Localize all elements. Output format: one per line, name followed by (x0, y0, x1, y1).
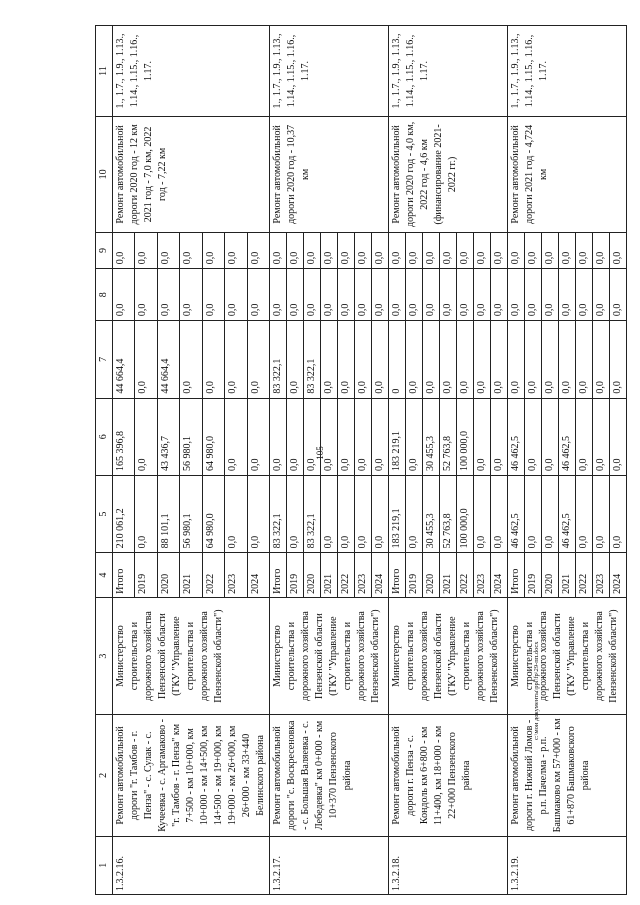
federal-funding-cell: 0,0 (247, 321, 269, 398)
total-funding-cell: 0,0 (593, 475, 610, 552)
regional-funding-cell: 100 000,0 (457, 398, 474, 475)
regional-funding-cell: 0,0 (304, 398, 321, 475)
federal-funding-cell: 0,0 (576, 321, 593, 398)
local-funding-cell: 0,0 (372, 269, 389, 321)
federal-funding-cell: 0,0 (610, 321, 627, 398)
regional-funding-cell: 0,0 (491, 398, 508, 475)
other-funding-cell: 0,0 (372, 232, 389, 268)
measure-name-cell: Ремонт автомобильной дороги г. Пенза - с. Кондоль км 6+800 - км 11+400, км 18+000 - км 22+000 Пензенского района (389, 715, 508, 836)
table-row (508, 26, 525, 895)
local-funding-cell: 0,0 (180, 269, 202, 321)
total-funding-cell: 210 061,2 (113, 475, 135, 552)
federal-funding-cell: 0,0 (508, 321, 525, 398)
year-cell: Итого (113, 553, 135, 598)
federal-funding-cell: 0,0 (406, 321, 423, 398)
other-funding-cell: 0,0 (157, 232, 179, 268)
total-funding-cell: 83 322,1 (270, 475, 287, 552)
tasks-cell: 1., 1.7., 1.9., 1.13., 1.14., 1.15., 1.16., 1.17. (113, 26, 270, 117)
federal-funding-cell: 0,0 (423, 321, 440, 398)
total-funding-cell: 0,0 (372, 475, 389, 552)
regional-funding-cell: 0,0 (321, 398, 338, 475)
year-cell: 2022 (338, 553, 355, 598)
regional-funding-cell: 0,0 (576, 398, 593, 475)
federal-funding-cell: 0,0 (355, 321, 372, 398)
total-funding-cell: 46 462,5 (559, 475, 576, 552)
other-funding-cell: 0,0 (593, 232, 610, 268)
year-cell: 2021 (559, 553, 576, 598)
other-funding-cell: 0,0 (406, 232, 423, 268)
other-funding-cell: 0,0 (423, 232, 440, 268)
regional-funding-cell: 0,0 (525, 398, 542, 475)
regional-funding-cell: 64 980,0 (202, 398, 224, 475)
total-funding-cell: 0,0 (525, 475, 542, 552)
result-cell: Ремонт автомобильной дороги 2020 год - 4,0 км, 2022 год - 4,6 км (финансирование 2021-2022 гг.) (389, 116, 508, 232)
total-funding-cell: 46 462,5 (508, 475, 525, 552)
year-cell: 2019 (525, 553, 542, 598)
row-number-cell: 1.3.2.16. (113, 836, 270, 894)
header-col-10: 10 (96, 116, 113, 232)
tasks-cell: 1., 1.7., 1.9., 1.13., 1.14., 1.15., 1.16., 1.17. (508, 26, 627, 117)
local-funding-cell: 0,0 (525, 269, 542, 321)
other-funding-cell: 0,0 (225, 232, 247, 268)
measure-name-cell: Ремонт автомобильной дороги "с. Воскресеновка - с. Большая Валяевка - с. Лебедевка" км 0+000 - км 10+370 Пензенского района (270, 715, 389, 836)
program-table (95, 25, 627, 895)
total-funding-cell: 0,0 (406, 475, 423, 552)
year-cell: 2024 (372, 553, 389, 598)
other-funding-cell: 0,0 (610, 232, 627, 268)
year-cell: 2020 (423, 553, 440, 598)
local-funding-cell: 0,0 (508, 269, 525, 321)
local-funding-cell: 0,0 (610, 269, 627, 321)
federal-funding-cell: 0,0 (440, 321, 457, 398)
year-cell: 2020 (157, 553, 179, 598)
federal-funding-cell: 0,0 (491, 321, 508, 398)
local-funding-cell: 0,0 (423, 269, 440, 321)
total-funding-cell: 56 980,1 (180, 475, 202, 552)
other-funding-cell: 0,0 (247, 232, 269, 268)
other-funding-cell: 0,0 (287, 232, 304, 268)
regional-funding-cell: 46 462,5 (559, 398, 576, 475)
regional-funding-cell: 56 980,1 (180, 398, 202, 475)
local-funding-cell: 0,0 (202, 269, 224, 321)
year-cell: 2022 (576, 553, 593, 598)
header-col-1: 1 (96, 836, 113, 894)
local-funding-cell: 0,0 (113, 269, 135, 321)
regional-funding-cell: 0,0 (338, 398, 355, 475)
executor-cell: Министерство строительства и дорожного хозяйства Пензенской области (ГКУ "Управление строительства и дорожного хозяйства Пензенской области") (113, 597, 270, 714)
federal-funding-cell: 0,0 (135, 321, 157, 398)
total-funding-cell: 0,0 (287, 475, 304, 552)
regional-funding-cell: 165 396,8 (113, 398, 135, 475)
year-cell: 2023 (355, 553, 372, 598)
federal-funding-cell: 0,0 (542, 321, 559, 398)
row-number-cell: 1.3.2.19. (508, 836, 627, 894)
other-funding-cell: 0,0 (321, 232, 338, 268)
result-cell: Ремонт автомобильной дороги 2020 год - 12 км 2021 год - 7,0 км, 2022 год - 7,22 км (113, 116, 270, 232)
year-cell: 2019 (406, 553, 423, 598)
total-funding-cell: 0,0 (225, 475, 247, 552)
local-funding-cell: 0,0 (474, 269, 491, 321)
other-funding-cell: 0,0 (304, 232, 321, 268)
federal-funding-cell: 0 (389, 321, 406, 398)
header-col-3: 3 (96, 597, 113, 714)
federal-funding-cell: 83 322,1 (304, 321, 321, 398)
other-funding-cell: 0,0 (389, 232, 406, 268)
regional-funding-cell: 0,0 (593, 398, 610, 475)
header-col-5: 5 (96, 475, 113, 552)
other-funding-cell: 0,0 (474, 232, 491, 268)
total-funding-cell: 88 101,1 (157, 475, 179, 552)
federal-funding-cell: 83 322,1 (270, 321, 287, 398)
result-cell: Ремонт автомобильной дороги 2021 год - 4,724 км (508, 116, 627, 232)
total-funding-cell: 30 455,3 (423, 475, 440, 552)
total-funding-cell: 0,0 (542, 475, 559, 552)
table-row (113, 26, 135, 895)
regional-funding-cell: 52 763,8 (440, 398, 457, 475)
year-cell: 2021 (440, 553, 457, 598)
total-funding-cell: 52 763,8 (440, 475, 457, 552)
federal-funding-cell: 0,0 (287, 321, 304, 398)
local-funding-cell: 0,0 (406, 269, 423, 321)
federal-funding-cell: 0,0 (180, 321, 202, 398)
other-funding-cell: 0,0 (202, 232, 224, 268)
regional-funding-cell: 0,0 (355, 398, 372, 475)
federal-funding-cell: 44 664,4 (157, 321, 179, 398)
year-cell: 2021 (180, 553, 202, 598)
table-body (113, 26, 627, 895)
local-funding-cell: 0,0 (287, 269, 304, 321)
total-funding-cell: 0,0 (491, 475, 508, 552)
other-funding-cell: 0,0 (440, 232, 457, 268)
year-cell: 2019 (287, 553, 304, 598)
result-cell: Ремонт автомобильной дороги 2020 год - 10,37 км (270, 116, 389, 232)
federal-funding-cell: 0,0 (372, 321, 389, 398)
total-funding-cell: 0,0 (247, 475, 269, 552)
regional-funding-cell: 0,0 (225, 398, 247, 475)
local-funding-cell: 0,0 (135, 269, 157, 321)
year-cell: 2023 (225, 553, 247, 598)
other-funding-cell: 0,0 (355, 232, 372, 268)
local-funding-cell: 0,0 (542, 269, 559, 321)
regional-funding-cell: 0,0 (474, 398, 491, 475)
year-cell: 2020 (542, 553, 559, 598)
header-col-2: 2 (96, 715, 113, 836)
federal-funding-cell: 0,0 (457, 321, 474, 398)
regional-funding-cell: 0,0 (372, 398, 389, 475)
local-funding-cell: 0,0 (389, 269, 406, 321)
local-funding-cell: 0,0 (559, 269, 576, 321)
total-funding-cell: 64 980,0 (202, 475, 224, 552)
executor-cell: Министерство строительства и дорожного хозяйства Пензенской области (ГКУ "Управление строительства и дорожного хозяйства Пензенской области") (270, 597, 389, 714)
total-funding-cell: 0,0 (474, 475, 491, 552)
other-funding-cell: 0,0 (508, 232, 525, 268)
year-cell: 2022 (202, 553, 224, 598)
total-funding-cell: 0,0 (610, 475, 627, 552)
local-funding-cell: 0,0 (338, 269, 355, 321)
local-funding-cell: 0,0 (593, 269, 610, 321)
total-funding-cell: 0,0 (576, 475, 593, 552)
year-cell: 2024 (247, 553, 269, 598)
page-number: 105 (315, 446, 325, 460)
year-cell: 2020 (304, 553, 321, 598)
regional-funding-cell: 43 436,7 (157, 398, 179, 475)
total-funding-cell: 0,0 (338, 475, 355, 552)
rotated-table-container (95, 25, 623, 895)
other-funding-cell: 0,0 (180, 232, 202, 268)
regional-funding-cell: 0,0 (135, 398, 157, 475)
year-cell: 2024 (491, 553, 508, 598)
federal-funding-cell: 44 664,4 (113, 321, 135, 398)
other-funding-cell: 0,0 (525, 232, 542, 268)
regional-funding-cell: 183 219,1 (389, 398, 406, 475)
local-funding-cell: 0,0 (491, 269, 508, 321)
executor-cell: Министерство строительства и дорожного хозяйства Пензенской области (ГКУ "Управление строительства и дорожного хозяйства Пензенской области") (508, 597, 627, 714)
year-cell: 2022 (457, 553, 474, 598)
year-cell: 2024 (610, 553, 627, 598)
row-number-cell: 1.3.2.18. (389, 836, 508, 894)
header-col-6: 6 (96, 398, 113, 475)
footer-file-path: c:\мои документы\ppl\fp\29-пп.docx (533, 641, 540, 740)
local-funding-cell: 0,0 (270, 269, 287, 321)
federal-funding-cell: 0,0 (559, 321, 576, 398)
other-funding-cell: 0,0 (135, 232, 157, 268)
regional-funding-cell: 0,0 (270, 398, 287, 475)
federal-funding-cell: 0,0 (525, 321, 542, 398)
other-funding-cell: 0,0 (457, 232, 474, 268)
year-cell: Итого (270, 553, 287, 598)
tasks-cell: 1., 1.7., 1.9., 1.13., 1.14., 1.15., 1.16., 1.17. (389, 26, 508, 117)
measure-name-cell: Ремонт автомобильной дороги г. Нижний Ломов - р.п. Пачелма - р.п. Башмаково км 57+000 - км 61+870 Башмаковского района (508, 715, 627, 836)
local-funding-cell: 0,0 (440, 269, 457, 321)
local-funding-cell: 0,0 (355, 269, 372, 321)
regional-funding-cell: 30 455,3 (423, 398, 440, 475)
header-row (96, 26, 113, 895)
header-col-7: 7 (96, 321, 113, 398)
year-cell: 2023 (593, 553, 610, 598)
total-funding-cell: 0,0 (355, 475, 372, 552)
year-cell: Итого (508, 553, 525, 598)
federal-funding-cell: 0,0 (321, 321, 338, 398)
regional-funding-cell: 0,0 (287, 398, 304, 475)
federal-funding-cell: 0,0 (202, 321, 224, 398)
local-funding-cell: 0,0 (457, 269, 474, 321)
local-funding-cell: 0,0 (321, 269, 338, 321)
local-funding-cell: 0,0 (225, 269, 247, 321)
other-funding-cell: 0,0 (338, 232, 355, 268)
measure-name-cell: Ремонт автомобильной дороги "г. Тамбов - г. Пенза" - с. Сулак - с. Кучеевка - с. Аргамаково - "г. Тамбов - г. Пенза" км 7+500 - км 10+000, км 10+000 - км 14+500, км 14+500 - км 19+000, км 19+000 - км 26+000, км 26+000 - км 33+440 Белинского района (113, 715, 270, 836)
federal-funding-cell: 0,0 (593, 321, 610, 398)
other-funding-cell: 0,0 (542, 232, 559, 268)
other-funding-cell: 0,0 (559, 232, 576, 268)
other-funding-cell: 0,0 (491, 232, 508, 268)
local-funding-cell: 0,0 (576, 269, 593, 321)
tasks-cell: 1., 1.7., 1.9., 1.13., 1.14., 1.15., 1.16., 1.17. (270, 26, 389, 117)
executor-cell: Министерство строительства и дорожного хозяйства Пензенской области (ГКУ "Управление строительства и дорожного хозяйства Пензенской области") (389, 597, 508, 714)
regional-funding-cell: 0,0 (610, 398, 627, 475)
header-col-8: 8 (96, 269, 113, 321)
total-funding-cell: 83 322,1 (304, 475, 321, 552)
federal-funding-cell: 0,0 (225, 321, 247, 398)
total-funding-cell: 183 219,1 (389, 475, 406, 552)
year-cell: 2019 (135, 553, 157, 598)
other-funding-cell: 0,0 (576, 232, 593, 268)
federal-funding-cell: 0,0 (338, 321, 355, 398)
total-funding-cell: 100 000,0 (457, 475, 474, 552)
local-funding-cell: 0,0 (247, 269, 269, 321)
header-col-4: 4 (96, 553, 113, 598)
row-number-cell: 1.3.2.17. (270, 836, 389, 894)
table-row (389, 26, 406, 895)
total-funding-cell: 0,0 (321, 475, 338, 552)
regional-funding-cell: 46 462,5 (508, 398, 525, 475)
regional-funding-cell: 0,0 (542, 398, 559, 475)
regional-funding-cell: 0,0 (247, 398, 269, 475)
total-funding-cell: 0,0 (135, 475, 157, 552)
header-col-11: 11 (96, 26, 113, 117)
table-row (270, 26, 287, 895)
year-cell: 2023 (474, 553, 491, 598)
federal-funding-cell: 0,0 (474, 321, 491, 398)
header-col-9: 9 (96, 232, 113, 268)
other-funding-cell: 0,0 (113, 232, 135, 268)
year-cell: 2021 (321, 553, 338, 598)
year-cell: Итого (389, 553, 406, 598)
other-funding-cell: 0,0 (270, 232, 287, 268)
regional-funding-cell: 0,0 (406, 398, 423, 475)
local-funding-cell: 0,0 (157, 269, 179, 321)
local-funding-cell: 0,0 (304, 269, 321, 321)
